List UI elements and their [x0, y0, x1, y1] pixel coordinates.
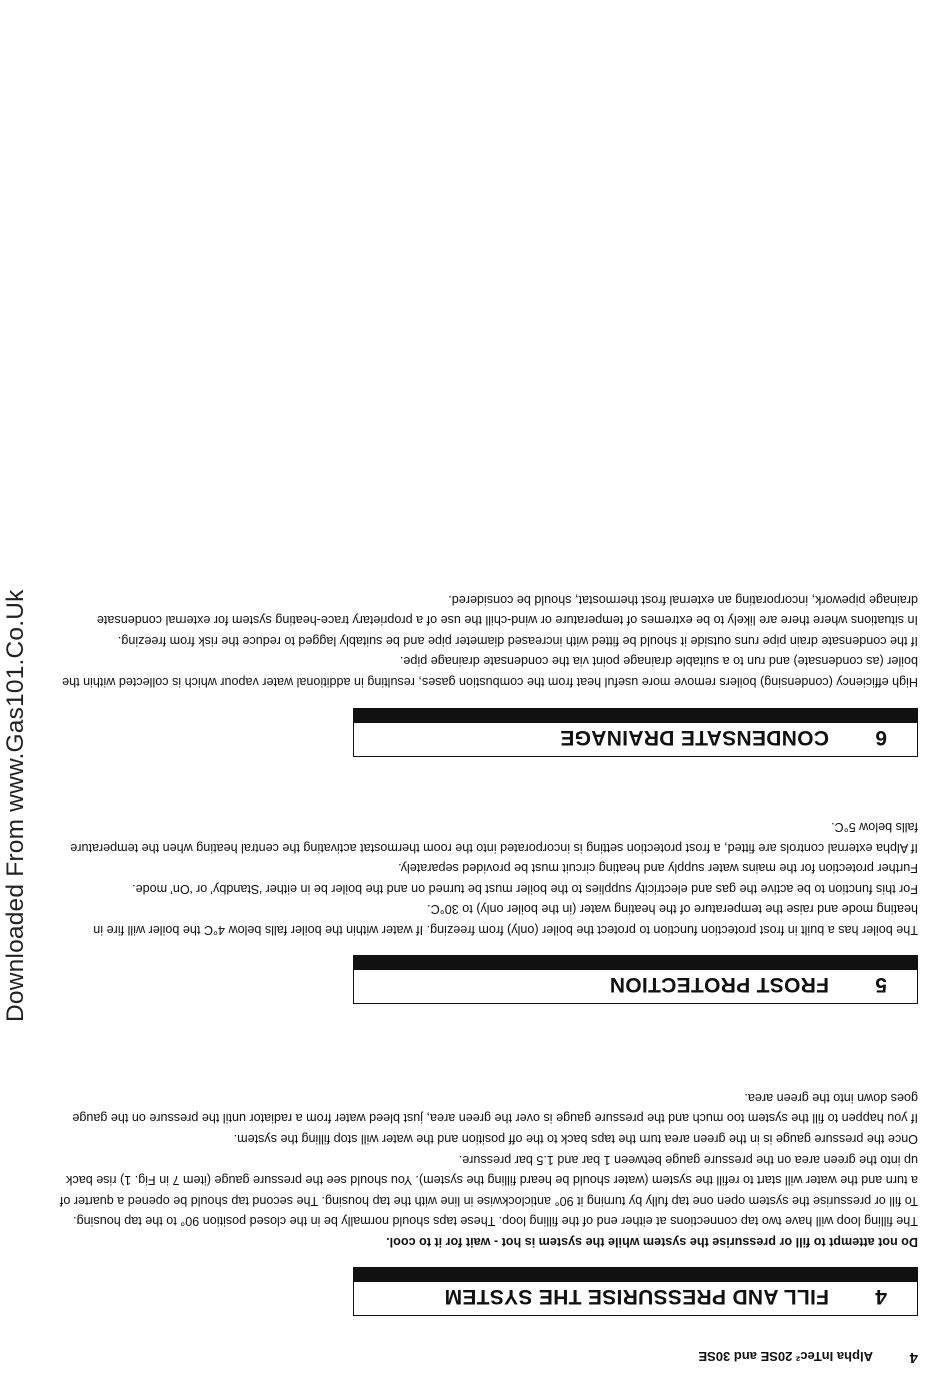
heading-bar [354, 709, 917, 723]
section-heading-fill [353, 1267, 918, 1316]
paragraph: High efficiency (condensing) boilers remove more useful heat from the combustion gases, resulting in additional water vapour which is collected within the boiler (as condensate) and run to a suitable drainage point via the condensate drainage pipe. [62, 654, 918, 689]
page-number: 4 [909, 1349, 918, 1366]
page-header [18, 1346, 918, 1366]
paragraph: The filling loop will have two tap connections at either end of the filling loop. These taps should normally be in the closed position 90° to the tap housing. [73, 1214, 918, 1229]
watermark: Downloaded From www.Gas101.Co.Uk [2, 589, 29, 1022]
section-number: 4 [875, 1285, 887, 1308]
section-body-condensate [58, 589, 918, 692]
section-title: CONDENSATE DRAINAGE [560, 726, 829, 749]
paragraph: If Alpha external controls are fitted, a frost protection setting is incorporated into the room thermostat activating the central heating when the temperature falls below 5°C. [70, 820, 918, 855]
section-number: 5 [875, 973, 887, 996]
section-title: FROST PROTECTION [609, 973, 829, 996]
section-heading-frost [353, 955, 918, 1004]
paragraph: In situations where there are likely to be extremes of temperature or wind-chill the use of a proprietary trace-heating system for external condensate drainage pipework, incorporating an external frost thermostat, should be considered. [96, 592, 918, 628]
paragraph: To fill or pressurise the system open one tap fully by turning it 90° anticlockwise in line with the tap housing. The second tap should be opened a quarter of a turn and the water will start to refill the system (water should be heard filling the system). You should see the pressure gauge (item 7 in Fig. 1) rise back up into the green area on the pressure gauge between 1 bar and 1.5 bar pressure. [59, 1152, 918, 1208]
document-title: Alpha InTec² 20SE and 30SE [698, 1349, 873, 1364]
section-number: 6 [875, 726, 887, 749]
section-title: FILL AND PRESSURISE THE SYSTEM [444, 1285, 829, 1308]
section-body-fill [58, 1087, 918, 1252]
paragraph: For this function to be active the gas and electricity supplies to the boiler must be turned on and the boiler be in either ‘Standby’ or ‘On’ mode. [132, 881, 918, 896]
paragraph: Further protection for the mains water supply and heating circuit must be provided separately. [398, 861, 918, 876]
heading-bar [354, 1268, 917, 1282]
paragraph: Once the pressure gauge is in the green area turn the taps back to the off position and the water will stop filling the system. [233, 1132, 918, 1147]
section-heading-condensate [353, 708, 918, 757]
paragraph: The boiler has a built in frost protection function to protect the boiler (only) from freezing. If water within the boiler falls below 4°C the boiler will fire in heating mode and raise the temperature of the heating water (in the boiler only) to 30°C. [93, 902, 918, 937]
paragraph: If you happen to fill the system too much and the pressure gauge is over the green area, just bleed water from a radiator until the pressure on the gauge goes down into the green area. [72, 1090, 918, 1126]
warning-text: Do not attempt to fill or pressurise the system while the system is hot - wait for it to cool. [386, 1235, 918, 1249]
section-body-frost [58, 816, 918, 940]
heading-bar [354, 956, 917, 970]
paragraph: If the condensate drain pipe runs outside it should be fitted with increased diameter pipe and be suitably lagged to reduce the risk from freezing. [117, 633, 918, 648]
